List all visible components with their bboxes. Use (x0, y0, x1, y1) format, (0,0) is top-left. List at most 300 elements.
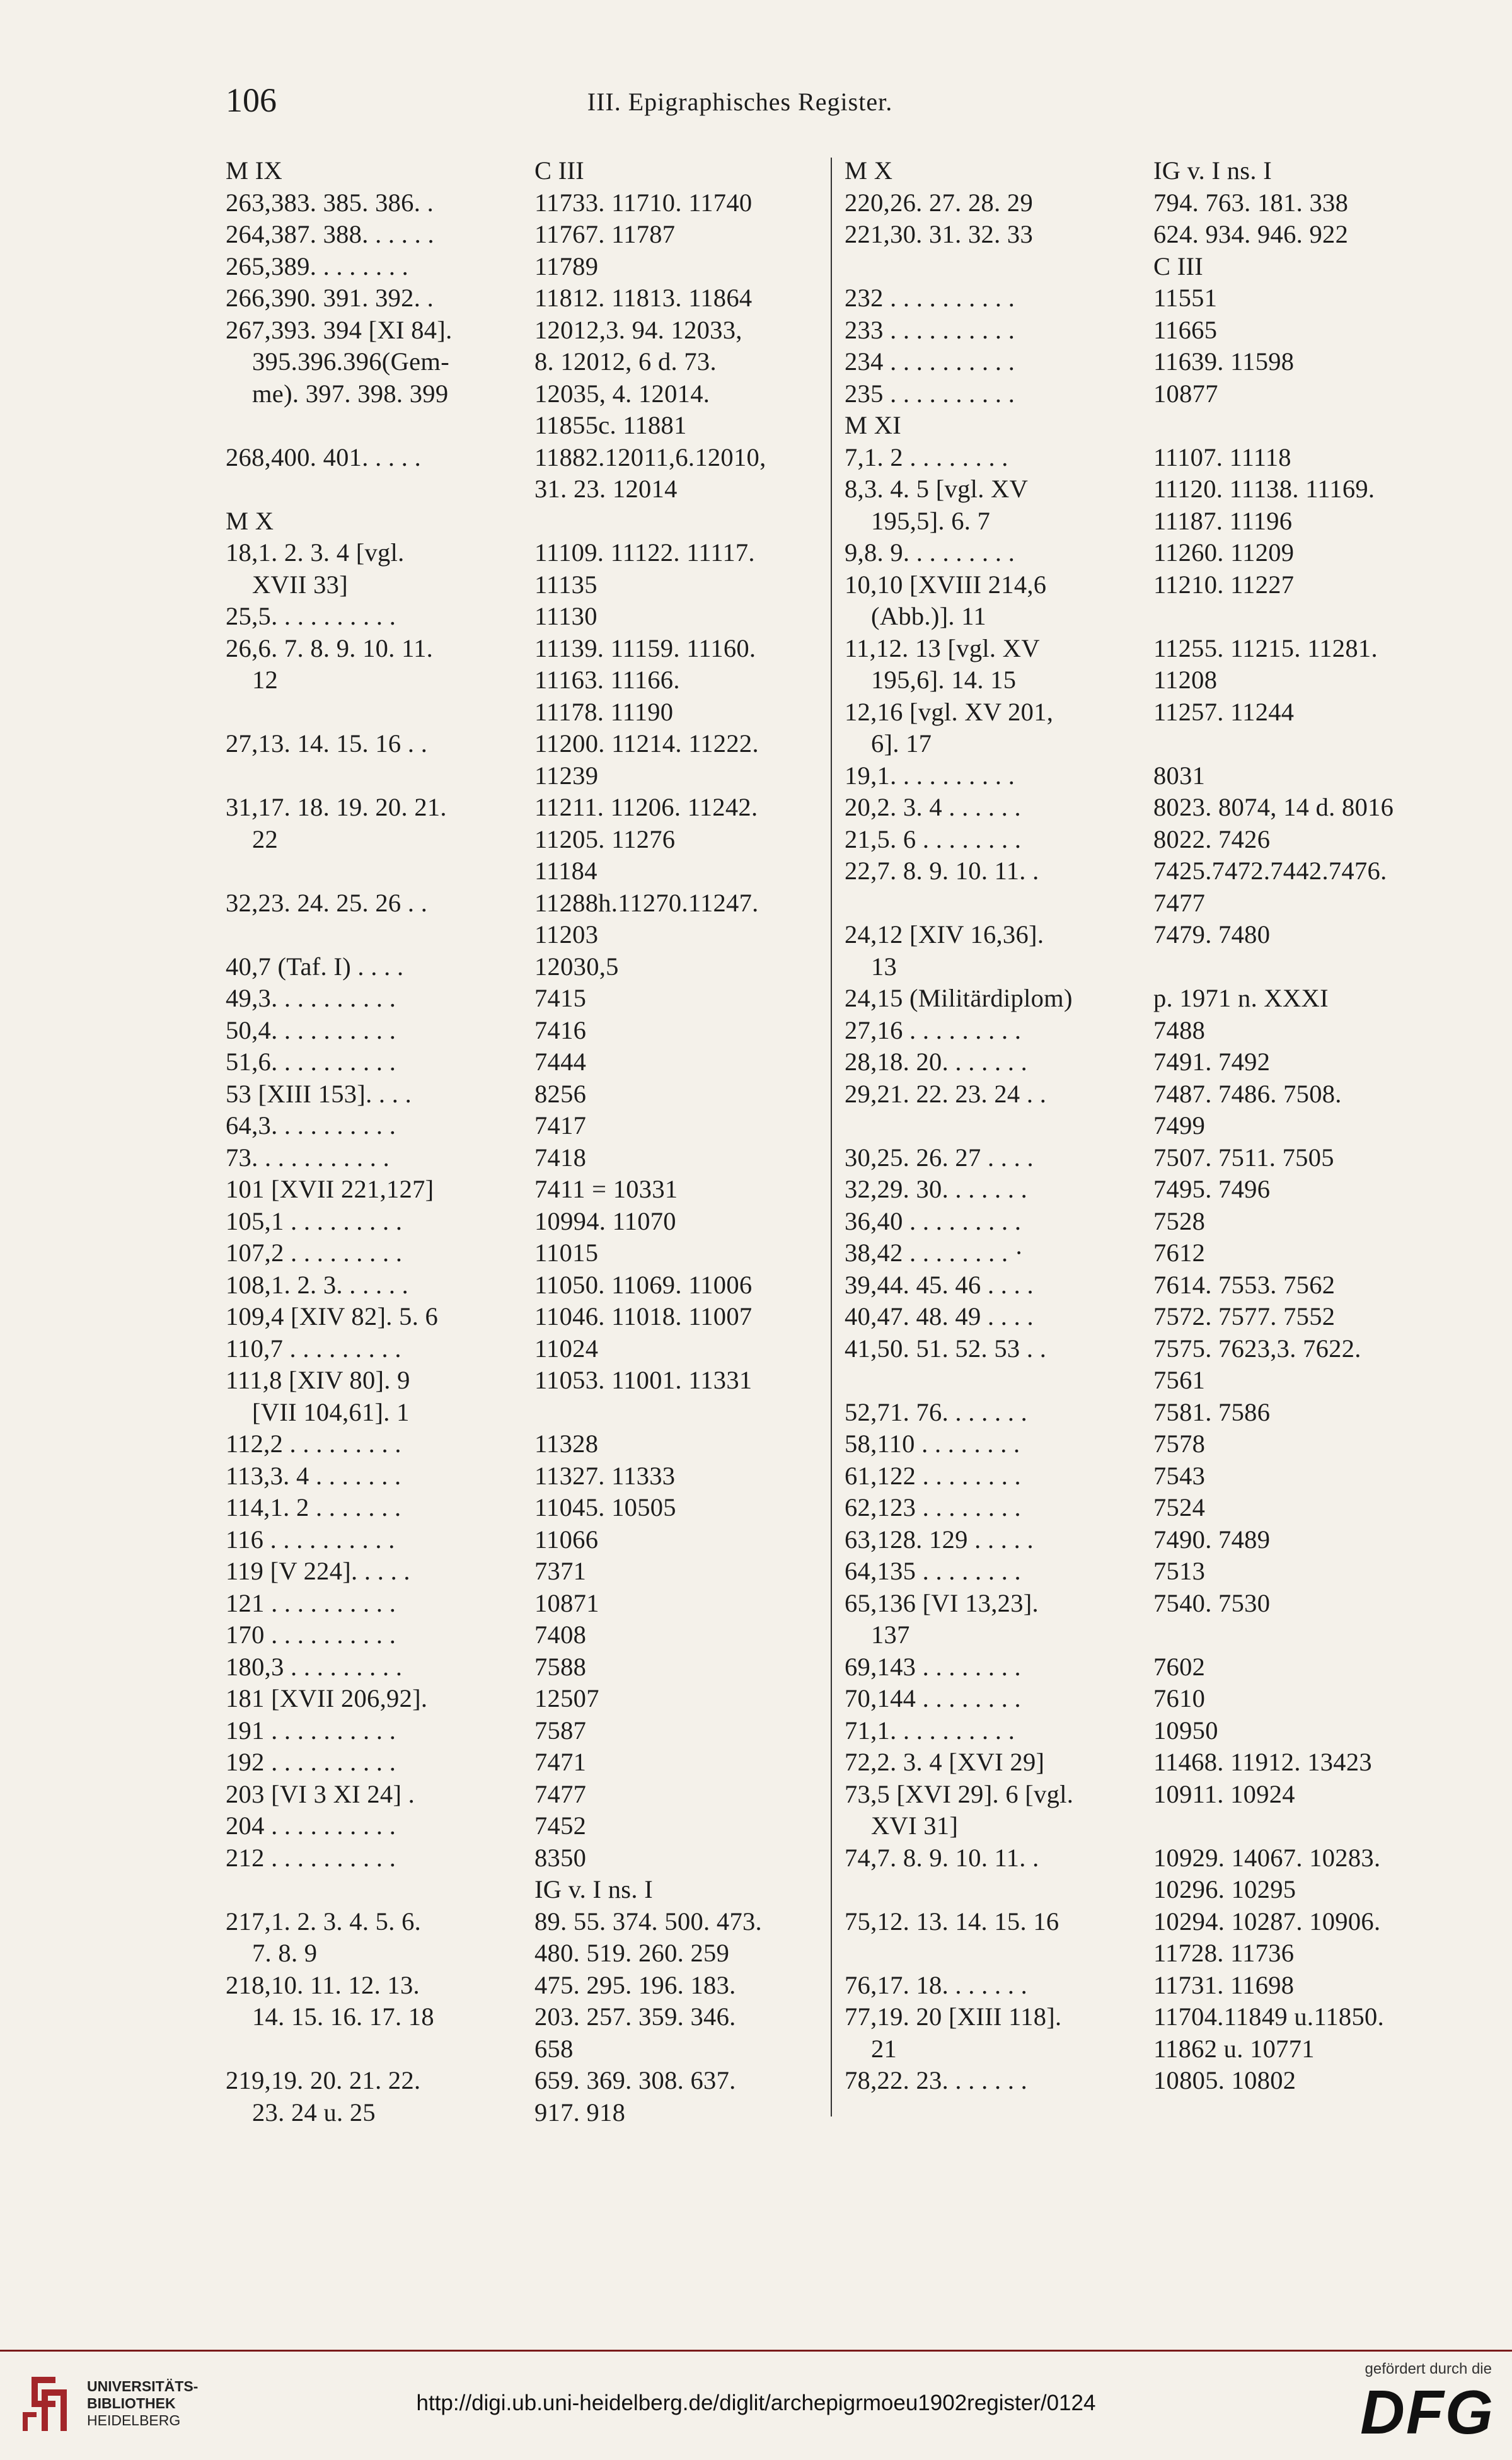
entry-reference: 219,19. 20. 21. 22. (226, 2066, 421, 2094)
entry-reference: 9,8. 9. . . . . . . . . (845, 538, 1015, 567)
register-entry (845, 1206, 1431, 1238)
entry-inscription-numbers: 659. 369. 308. 637. (534, 2066, 736, 2094)
entry-inscription-numbers: 11053. 11001. 11331 (534, 1366, 753, 1394)
entry-reference: 111,8 [XIV 80]. 9 (226, 1366, 410, 1394)
register-entry (226, 1683, 812, 1715)
entry-reference: 71,1. . . . . . . . . . (845, 1716, 1015, 1745)
entry-inscription-numbers: 7371 (534, 1557, 587, 1585)
entry-reference: 7. 8. 9 (252, 1939, 318, 1967)
entry-reference: 220,26. 27. 28. 29 (845, 188, 1034, 217)
register-entry (226, 728, 812, 760)
register-entry (226, 919, 812, 951)
entry-reference: 62,123 . . . . . . . . (845, 1493, 1021, 1522)
entry-inscription-numbers: 7477 (534, 1779, 587, 1808)
entry-inscription-numbers: 10994. 11070 (534, 1206, 676, 1235)
entry-reference: 195,5]. 6. 7 (871, 506, 991, 535)
entry-inscription-numbers: 11257. 11244 (1153, 697, 1295, 726)
entry-reference: 107,2 . . . . . . . . . (226, 1239, 403, 1267)
entry-inscription-numbers: 11211. 11206. 11242. (534, 793, 758, 821)
entry-reference: me). 397. 398. 399 (252, 379, 449, 408)
entry-inscription-numbers: 203. 257. 359. 346. (534, 2002, 736, 2031)
register-entry (226, 983, 812, 1015)
entry-reference: 30,25. 26. 27 . . . . (845, 1143, 1034, 1172)
entry-inscription-numbers: 11045. 10505 (534, 1493, 676, 1522)
entry-inscription-numbers: 11187. 11196 (1153, 506, 1293, 535)
entry-reference: 23. 24 u. 25 (252, 2098, 376, 2127)
register-entry (845, 1460, 1431, 1493)
entry-inscription-numbers: 658 (534, 2034, 574, 2063)
entry-inscription-numbers: 11639. 11598 (1153, 347, 1295, 376)
register-entry (845, 378, 1431, 410)
entry-reference: 26,6. 7. 8. 9. 10. 11. (226, 633, 434, 662)
entry-reference: 28,18. 20. . . . . . . (845, 1048, 1028, 1076)
entry-reference: 40,47. 48. 49 . . . . (845, 1302, 1034, 1331)
register-entry (845, 1874, 1431, 1906)
funder-block (1305, 2360, 1494, 2455)
entry-reference: M X (226, 506, 274, 535)
entry-reference: 10,10 [XVIII 214,6 (845, 570, 1047, 599)
entry-reference: XVII 33] (252, 570, 348, 599)
entry-inscription-numbers: 10950 (1153, 1716, 1218, 1745)
entry-inscription-numbers: 11178. 11190 (534, 697, 674, 726)
register-entry (226, 1365, 812, 1397)
entry-reference: 234 . . . . . . . . . . (845, 347, 1015, 376)
entry-inscription-numbers: 480. 519. 260. 259 (534, 1939, 730, 1967)
register-entry (226, 824, 812, 856)
register-entry (845, 1715, 1431, 1747)
entry-reference: 78,22. 23. . . . . . . (845, 2066, 1028, 2094)
entry-reference: 21,5. 6 . . . . . . . . (845, 824, 1022, 853)
entry-inscription-numbers: 11208 (1153, 666, 1218, 694)
entry-reference: 137 (871, 1620, 910, 1649)
entry-reference: 18,1. 2. 3. 4 [vgl. (226, 538, 405, 567)
register-entry (845, 219, 1431, 251)
register-entry (226, 760, 812, 792)
register-entry (226, 537, 812, 569)
register-entry (845, 1142, 1431, 1174)
entry-inscription-numbers: 11731. 11698 (1153, 1970, 1295, 1999)
entry-inscription-numbers: 7418 (534, 1143, 587, 1172)
entry-inscription-numbers: 11767. 11787 (534, 220, 676, 248)
entry-reference: 19,1. . . . . . . . . . (845, 761, 1015, 790)
register-entry (845, 1556, 1431, 1588)
entry-inscription-numbers: 7479. 7480 (1153, 920, 1271, 949)
entry-reference: 112,2 . . . . . . . . . (226, 1429, 401, 1458)
entry-inscription-numbers: 11812. 11813. 11864 (534, 284, 753, 312)
entry-reference: 121 . . . . . . . . . . (226, 1588, 396, 1617)
register-entry (845, 1269, 1431, 1302)
entry-inscription-numbers: 7495. 7496 (1153, 1175, 1271, 1203)
page-number: 106 (226, 81, 277, 119)
entry-inscription-numbers: 11704.11849 u.11850. (1153, 2002, 1384, 2031)
register-entry (845, 410, 1431, 442)
register-entry (226, 1619, 812, 1651)
register-entry (845, 1110, 1431, 1142)
entry-reference: 72,2. 3. 4 [XVI 29] (845, 1748, 1045, 1776)
register-entry (845, 792, 1431, 824)
register-entry (845, 951, 1431, 983)
entry-inscription-numbers: 7487. 7486. 7508. (1153, 1079, 1342, 1108)
library-name-line1: UNIVERSITÄTS- (87, 2378, 199, 2394)
entry-inscription-numbers: 7561 (1153, 1366, 1206, 1394)
entry-reference: 8,3. 4. 5 [vgl. XV (845, 475, 1029, 503)
register-entry (845, 1365, 1431, 1397)
entry-reference: 25,5. . . . . . . . . . (226, 602, 396, 630)
register-entry (845, 1015, 1431, 1047)
entry-reference: 61,122 . . . . . . . . (845, 1461, 1021, 1490)
entry-inscription-numbers: 11327. 11333 (534, 1461, 676, 1490)
entry-inscription-numbers: 7416 (534, 1015, 587, 1044)
entry-inscription-numbers: 7415 (534, 984, 587, 1012)
entry-inscription-numbers: 7490. 7489 (1153, 1525, 1271, 1554)
register-entry (845, 887, 1431, 920)
entry-reference: 266,390. 391. 392. . (226, 284, 434, 312)
entry-reference: 69,143 . . . . . . . . (845, 1652, 1021, 1681)
register-entry (845, 187, 1431, 219)
entry-inscription-numbers: 31. 23. 12014 (534, 475, 678, 503)
entry-inscription-numbers: 8. 12012, 6 d. 73. (534, 347, 717, 376)
entry-reference: 75,12. 13. 14. 15. 16 (845, 1907, 1059, 1936)
entry-inscription-numbers: 10877 (1153, 379, 1218, 408)
entry-reference: 27,16 . . . . . . . . . (845, 1015, 1022, 1044)
entry-inscription-numbers: 10805. 10802 (1153, 2066, 1296, 2094)
entry-reference: 263,383. 385. 386. . (226, 188, 434, 217)
entry-reference: 32,23. 24. 25. 26 . . (226, 888, 428, 917)
entry-reference: 53 [XIII 153]. . . . (226, 1079, 412, 1108)
entry-reference: 39,44. 45. 46 . . . . (845, 1270, 1034, 1299)
entry-reference: 64,3. . . . . . . . . . (226, 1111, 396, 1140)
entry-reference: (Abb.)]. 11 (871, 602, 986, 630)
entry-reference: 73. . . . . . . . . . . (226, 1143, 390, 1172)
entry-reference: 109,4 [XIV 82]. 5. 6 (226, 1302, 439, 1331)
source-url-link[interactable]: http://digi.ub.uni-heidelberg.de/diglit/archepigrmoeu1902register/0124 (416, 2391, 1096, 2415)
entry-inscription-numbers: 11050. 11069. 11006 (534, 1270, 753, 1299)
entry-inscription-numbers: 11120. 11138. 11169. (1153, 475, 1375, 503)
register-entry (226, 1588, 812, 1620)
entry-inscription-numbers: 12012,3. 94. 12033, (534, 315, 742, 344)
entry-reference: 13 (871, 952, 897, 981)
entry-inscription-numbers: 11255. 11215. 11281. (1153, 633, 1378, 662)
entry-reference: 38,42 . . . . . . . . · (845, 1239, 1024, 1267)
dfg-logo[interactable]: DFG (1360, 2377, 1494, 2447)
entry-inscription-numbers: 8023. 8074, 14 d. 8016 (1153, 793, 1394, 821)
entry-reference: 180,3 . . . . . . . . . (226, 1652, 403, 1681)
register-entry (845, 1078, 1431, 1111)
entry-inscription-numbers: p. 1971 n. XXXI (1153, 984, 1329, 1012)
register-entry (226, 1301, 812, 1333)
entry-inscription-numbers: 11733. 11710. 11740 (534, 188, 753, 217)
entry-reference: 116 . . . . . . . . . . (226, 1525, 395, 1554)
register-column-right (845, 155, 1431, 2097)
entry-inscription-numbers: 7612 (1153, 1239, 1206, 1267)
register-entry (845, 919, 1431, 951)
register-entry (226, 1492, 812, 1524)
register-entry (226, 378, 812, 410)
entry-reference: 74,7. 8. 9. 10. 11. . (845, 1843, 1039, 1872)
register-entry (226, 155, 812, 187)
entry-reference: 31,17. 18. 19. 20. 21. (226, 793, 447, 821)
register-entry (845, 442, 1431, 474)
entry-reference: 29,21. 22. 23. 24 . . (845, 1079, 1047, 1108)
entry-inscription-numbers: 8022. 7426 (1153, 824, 1271, 853)
register-entry (226, 2033, 812, 2065)
entry-inscription-numbers: 7610 (1153, 1684, 1206, 1712)
entry-reference: 191 . . . . . . . . . . (226, 1716, 396, 1745)
entry-reference: 73,5 [XVI 29]. 6 [vgl. (845, 1779, 1074, 1808)
register-entry (226, 601, 812, 633)
entry-reference: 108,1. 2. 3. . . . . . (226, 1270, 409, 1299)
entry-reference: 11,12. 13 [vgl. XV (845, 633, 1040, 662)
entry-inscription-numbers: 11109. 11122. 11117. (534, 538, 755, 567)
entry-reference: 195,6]. 14. 15 (871, 666, 1017, 694)
register-entry (226, 887, 812, 920)
entry-reference: 21 (871, 2034, 897, 2063)
entry-inscription-numbers: 7507. 7511. 7505 (1153, 1143, 1334, 1172)
register-entry (845, 1937, 1431, 1970)
entry-reference: 268,400. 401. . . . . (226, 442, 422, 471)
register-entry (226, 315, 812, 347)
entry-inscription-numbers: 7588 (534, 1652, 587, 1681)
register-entry (226, 2065, 812, 2097)
entry-reference: 64,135 . . . . . . . . (845, 1557, 1021, 1585)
funder-note: gefördert durch die (1365, 2360, 1492, 2377)
register-entry (226, 1715, 812, 1747)
entry-inscription-numbers: 11260. 11209 (1153, 538, 1295, 567)
register-entry (845, 569, 1431, 601)
entry-inscription-numbers: 12507 (534, 1684, 599, 1712)
entry-inscription-numbers: 11203 (534, 920, 599, 949)
register-entry (845, 855, 1431, 887)
entry-inscription-numbers: IG v. I ns. I (534, 1875, 653, 1903)
register-entry (226, 1174, 812, 1206)
entry-inscription-numbers: 7499 (1153, 1111, 1206, 1140)
entry-reference: 192 . . . . . . . . . . (226, 1748, 396, 1776)
register-entry (845, 346, 1431, 378)
register-entry (845, 696, 1431, 729)
entry-reference: 218,10. 11. 12. 13. (226, 1970, 420, 1999)
entry-inscription-numbers: 11066 (534, 1525, 599, 1554)
entry-inscription-numbers: 11288h.11270.11247. (534, 888, 759, 917)
entry-inscription-numbers: 11205. 11276 (534, 824, 676, 853)
entry-reference: 41,50. 51. 52. 53 . . (845, 1334, 1047, 1363)
entry-inscription-numbers: 11468. 11912. 13423 (1153, 1748, 1372, 1776)
entry-inscription-numbers: 7587 (534, 1716, 587, 1745)
register-column-left (226, 155, 812, 2128)
entry-reference: 58,110 . . . . . . . . (845, 1429, 1020, 1458)
entry-reference: 110,7 . . . . . . . . . (226, 1334, 401, 1363)
entry-reference: 267,393. 394 [XI 84]. (226, 315, 453, 344)
entry-reference: 119 [V 224]. . . . . (226, 1557, 410, 1585)
entry-inscription-numbers: 7540. 7530 (1153, 1588, 1271, 1617)
entry-inscription-numbers: 11135 (534, 570, 597, 599)
entry-reference: 264,387. 388. . . . . . (226, 220, 434, 248)
entry-inscription-numbers: 10929. 14067. 10283. (1153, 1843, 1381, 1872)
entry-reference: 14. 15. 16. 17. 18 (252, 2002, 434, 2031)
entry-reference: 77,19. 20 [XIII 118]. (845, 2002, 1062, 2031)
entry-inscription-numbers: 7444 (534, 1048, 587, 1076)
register-entry (845, 1619, 1431, 1651)
entry-inscription-numbers: C III (1153, 251, 1204, 280)
page-header (226, 81, 1254, 131)
register-entry (845, 601, 1431, 633)
register-entry (845, 2065, 1431, 2097)
entry-inscription-numbers: 11789 (534, 251, 599, 280)
register-entry (226, 282, 812, 315)
register-entry (226, 2097, 812, 2129)
entry-inscription-numbers: 11551 (1153, 284, 1218, 312)
entry-inscription-numbers: 11024 (534, 1334, 599, 1363)
register-entry (845, 664, 1431, 696)
entry-inscription-numbers: 7581. 7586 (1153, 1397, 1271, 1426)
register-entry (226, 505, 812, 538)
register-entry (226, 187, 812, 219)
register-entry (226, 1142, 812, 1174)
entry-inscription-numbers: 11855c. 11881 (534, 411, 687, 439)
entry-inscription-numbers: 624. 934. 946. 922 (1153, 220, 1349, 248)
register-entry (226, 1110, 812, 1142)
register-entry (845, 728, 1431, 760)
entry-inscription-numbers: 11728. 11736 (1153, 1939, 1295, 1967)
entry-inscription-numbers: IG v. I ns. I (1153, 156, 1272, 185)
entry-reference: 40,7 (Taf. I) . . . . (226, 952, 404, 981)
register-entry (226, 2001, 812, 2033)
entry-inscription-numbers: 7575. 7623,3. 7622. (1153, 1334, 1361, 1363)
register-entry (226, 1874, 812, 1906)
register-entry (845, 1683, 1431, 1715)
register-entry (845, 1810, 1431, 1842)
register-entry (845, 633, 1431, 665)
entry-reference: 7,1. 2 . . . . . . . . (845, 442, 1008, 471)
entry-reference: 24,12 [XIV 16,36]. (845, 920, 1044, 949)
entry-inscription-numbers: 11046. 11018. 11007 (534, 1302, 753, 1331)
register-entry (226, 1556, 812, 1588)
entry-reference: 22,7. 8. 9. 10. 11. . (845, 857, 1039, 885)
entry-reference: 65,136 [VI 13,23]. (845, 1588, 1039, 1617)
register-entry (845, 1174, 1431, 1206)
entry-inscription-numbers: 7524 (1153, 1493, 1206, 1522)
entry-reference: 212 . . . . . . . . . . (226, 1843, 396, 1872)
register-entry (845, 1333, 1431, 1365)
register-entry (226, 951, 812, 983)
entry-inscription-numbers: 7477 (1153, 888, 1206, 917)
register-entry (845, 1747, 1431, 1779)
register-entry (845, 760, 1431, 792)
register-entry (226, 1206, 812, 1238)
digitization-footer (0, 2350, 1512, 2460)
entry-inscription-numbers: 7471 (534, 1748, 587, 1776)
register-entry (845, 1842, 1431, 1874)
register-entry (845, 473, 1431, 505)
register-entry (845, 1237, 1431, 1269)
entry-inscription-numbers: 8256 (534, 1079, 587, 1108)
entry-reference: 76,17. 18. . . . . . . (845, 1970, 1028, 1999)
register-entry (845, 1651, 1431, 1683)
entry-inscription-numbers: 11163. 11166. (534, 666, 680, 694)
entry-reference: 217,1. 2. 3. 4. 5. 6. (226, 1907, 422, 1936)
library-name-line2: BIBLIOTHEK (87, 2395, 176, 2411)
entry-reference: 395.396.396(Gem- (252, 347, 449, 376)
entry-inscription-numbers: 794. 763. 181. 338 (1153, 188, 1349, 217)
entry-inscription-numbers: 7513 (1153, 1557, 1206, 1585)
entry-inscription-numbers: 7543 (1153, 1461, 1206, 1490)
entry-inscription-numbers: 7452 (534, 1811, 587, 1840)
entry-inscription-numbers: 11328 (534, 1429, 599, 1458)
register-entry (226, 1651, 812, 1683)
entry-reference: 22 (252, 824, 279, 853)
entry-inscription-numbers: 11107. 11118 (1153, 442, 1291, 471)
entry-reference: M XI (845, 411, 902, 439)
register-entry (226, 473, 812, 505)
register-entry (845, 1779, 1431, 1811)
register-entry (845, 155, 1431, 187)
entry-reference: 12 (252, 666, 279, 694)
entry-inscription-numbers: 7488 (1153, 1015, 1206, 1044)
register-entry (226, 1747, 812, 1779)
register-entry (845, 251, 1431, 283)
register-entry (845, 2001, 1431, 2033)
entry-reference: 20,2. 3. 4 . . . . . . (845, 793, 1021, 821)
entry-inscription-numbers: 10296. 10295 (1153, 1875, 1296, 1903)
entry-reference: 24,15 (Militärdiplom) (845, 984, 1073, 1012)
entry-inscription-numbers: 11210. 11227 (1153, 570, 1295, 599)
entry-inscription-numbers: 11665 (1153, 315, 1218, 344)
entry-reference: 50,4. . . . . . . . . . (226, 1015, 396, 1044)
entry-inscription-numbers: 11882.12011,6.12010, (534, 442, 766, 471)
entry-reference: XVI 31] (871, 1811, 959, 1840)
entry-inscription-numbers: 917. 918 (534, 2098, 626, 2127)
entry-reference: M IX (226, 156, 283, 185)
entry-reference: 70,144 . . . . . . . . (845, 1684, 1021, 1712)
register-entry (226, 1779, 812, 1811)
register-entry (226, 569, 812, 601)
register-entry (845, 983, 1431, 1015)
entry-reference: 12,16 [vgl. XV 201, (845, 697, 1054, 726)
register-entry (226, 664, 812, 696)
entry-inscription-numbers: 7491. 7492 (1153, 1048, 1271, 1076)
register-entry (226, 1842, 812, 1874)
register-entry (845, 282, 1431, 315)
register-entry (226, 1460, 812, 1493)
entry-inscription-numbers: 11239 (534, 761, 599, 790)
column-divider (831, 158, 832, 2116)
register-entry (226, 346, 812, 378)
entry-reference: 221,30. 31. 32. 33 (845, 220, 1034, 248)
entry-reference: 232 . . . . . . . . . . (845, 284, 1015, 312)
entry-inscription-numbers: 10911. 10924 (1153, 1779, 1295, 1808)
library-name-line3: HEIDELBERG (87, 2412, 181, 2428)
entry-inscription-numbers: 7417 (534, 1111, 587, 1140)
entry-inscription-numbers: 10294. 10287. 10906. (1153, 1907, 1381, 1936)
entry-reference: 49,3. . . . . . . . . . (226, 984, 396, 1012)
entry-reference: 235 . . . . . . . . . . (845, 379, 1015, 408)
register-entry (226, 251, 812, 283)
register-entry (226, 1269, 812, 1302)
register-entry (845, 1970, 1431, 2002)
entry-inscription-numbers: C III (534, 156, 585, 185)
register-entry (845, 1301, 1431, 1333)
register-entry (845, 824, 1431, 856)
register-entry (226, 442, 812, 474)
register-entry (226, 1046, 812, 1078)
entry-reference: 105,1 . . . . . . . . . (226, 1206, 403, 1235)
register-entry (226, 633, 812, 665)
register-entry (226, 1970, 812, 2002)
entry-inscription-numbers: 7578 (1153, 1429, 1206, 1458)
entry-reference: 51,6. . . . . . . . . . (226, 1048, 396, 1076)
entry-inscription-numbers: 11184 (534, 857, 597, 885)
entry-inscription-numbers: 7528 (1153, 1206, 1206, 1235)
entry-inscription-numbers: 8031 (1153, 761, 1206, 790)
